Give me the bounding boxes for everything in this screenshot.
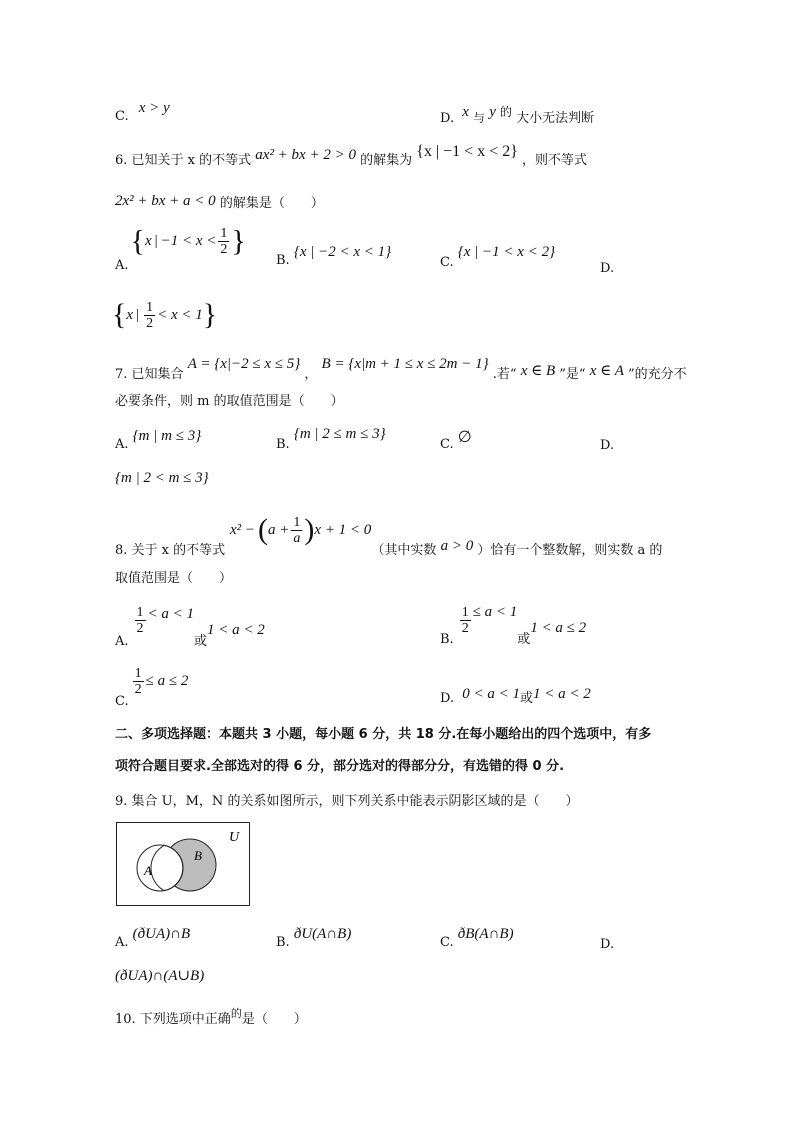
option-label: D.: [600, 438, 615, 453]
stem-math: 2x² + bx + a < 0: [115, 193, 216, 209]
q9-option-d[interactable]: [600, 937, 614, 953]
option-math: ∅: [457, 429, 472, 446]
option-text: 与: [473, 111, 486, 125]
denominator: 2: [136, 620, 144, 636]
venn-diagram: [116, 822, 250, 906]
option-label: C.: [440, 935, 454, 950]
q8-option-d[interactable]: [440, 686, 591, 707]
stem-math: A = {x|−2 ≤ x ≤ 5}: [187, 356, 301, 372]
denominator: 2: [134, 681, 142, 697]
brace-close: }: [202, 298, 218, 331]
option-math: −1 < x <: [160, 232, 217, 249]
stem-math: B = {x|m + 1 ≤ x ≤ 2m − 1}: [321, 356, 489, 372]
option-math: {m | m ≤ 3}: [132, 428, 202, 444]
stem-text: ，: [304, 367, 318, 382]
option-label: B.: [276, 253, 290, 268]
q9-option-d-content: [115, 968, 204, 985]
denominator: 2: [220, 241, 228, 257]
option-label: C.: [115, 694, 129, 709]
q6-option-d[interactable]: [600, 261, 614, 277]
stem-text: 必要条件，则 m 的取值范围是（ ）: [115, 394, 344, 409]
stem-text: 是（ ）: [241, 1012, 307, 1027]
option-math: < x < 1: [157, 307, 203, 323]
q9-stem: 9. 集合 U，M，N 的关系如图所示，则下列关系中能表示阴影区域的是（ ）: [115, 794, 579, 809]
option-math: 0 < a < 1: [462, 686, 520, 702]
option-math: x > y: [138, 100, 170, 116]
brace-open: {: [130, 224, 145, 257]
option-label: C.: [440, 255, 454, 270]
option-text: 的: [500, 105, 513, 119]
option-text: 或: [194, 634, 208, 649]
option-math: y: [489, 104, 496, 120]
stem-text: ”是“: [559, 367, 586, 382]
option-label: D.: [440, 111, 455, 126]
fraction: [144, 300, 155, 331]
q7-option-b[interactable]: [276, 426, 386, 453]
stem-text: 6. 已知关于 x 的不等式: [115, 153, 252, 168]
brace-close: }: [231, 224, 246, 257]
stem-text: 取值范围是（ ）: [115, 571, 233, 586]
option-math: 1 < a ≤ 2: [530, 620, 587, 636]
option-math: < a < 1: [147, 606, 195, 622]
option-math: {x | −2 < x < 1}: [293, 244, 392, 260]
option-math: (ðUA)∩B: [132, 926, 191, 942]
option-math: {m | 2 < m ≤ 3}: [115, 470, 209, 486]
bar: |: [154, 232, 158, 249]
stem-text: （其中实数: [371, 543, 437, 558]
q7-option-a[interactable]: [115, 428, 202, 453]
option-math: x: [462, 104, 469, 120]
fraction: [460, 605, 471, 636]
stem-text: ，则不等式: [522, 153, 588, 168]
option-label: A.: [115, 634, 129, 649]
option-label: A.: [115, 437, 129, 452]
stem-text: 的: [230, 1007, 242, 1020]
venn-label-b: B: [194, 848, 202, 863]
q7-option-d[interactable]: [600, 438, 614, 454]
stem-text: .若“: [492, 367, 517, 382]
option-label: C.: [440, 437, 454, 452]
q9-option-a[interactable]: [115, 926, 191, 951]
option-math: 1 < a < 2: [207, 622, 265, 638]
option-math: x: [144, 232, 152, 249]
q6-stem-line1: [115, 143, 588, 169]
option-math: ðU(A∩B): [293, 926, 352, 942]
option-label: A.: [115, 935, 129, 950]
q8-option-a[interactable]: [115, 606, 265, 650]
numerator: 1: [461, 604, 469, 620]
q6-stem-line2: [115, 195, 324, 212]
stem-math: a > 0: [440, 538, 474, 554]
stem-math: ax² + bx + 2 > 0: [255, 147, 356, 163]
stem-text: 的解集为: [360, 153, 413, 168]
q8-stem-line2: [115, 571, 232, 587]
stem-text: 的解集是（ ）: [219, 196, 324, 211]
numerator: 1: [136, 604, 144, 620]
section-2-heading-line1: 二、多项选择题：本题共 3 小题，每小题 6 分，共 18 分.在每小题给出的四个选项中，有多: [115, 727, 652, 742]
q10-stem: [115, 1007, 307, 1028]
q5-option-c[interactable]: [115, 100, 170, 125]
q6-option-b[interactable]: [276, 244, 392, 269]
stem-text: ）恰有一个整数解，则实数 a 的: [477, 543, 663, 558]
paren-open: (: [258, 513, 269, 546]
bar: |: [136, 307, 140, 323]
paren-close: ): [304, 513, 315, 546]
option-math: 1 < a < 2: [533, 686, 591, 702]
option-math: {m | 2 ≤ m ≤ 3}: [293, 426, 386, 442]
stem-math: x + 1 < 0: [314, 522, 372, 538]
stem-text: 10. 下列选项中正确: [115, 1012, 231, 1027]
q7-option-c[interactable]: [440, 429, 472, 453]
q7-stem-line1: [115, 356, 687, 383]
option-text: 或: [519, 691, 533, 706]
q8-option-b[interactable]: [440, 604, 586, 648]
option-math: ≤ a ≤ 2: [145, 673, 189, 689]
venn-label-u: U: [229, 830, 240, 845]
fraction: [291, 515, 302, 546]
option-label: D.: [600, 261, 615, 276]
denominator: 2: [146, 315, 154, 331]
option-label: A.: [115, 258, 129, 273]
q7-stem-line2: [115, 394, 344, 410]
option-math: ðB(A∩B): [457, 926, 514, 942]
fraction: [135, 605, 146, 636]
option-text: 大小无法判断: [516, 111, 595, 126]
stem-text: ”的充分不: [628, 367, 687, 382]
q6-option-d-content: [112, 292, 217, 338]
q8-option-c[interactable]: [115, 664, 188, 710]
venn-label-a: A: [144, 863, 152, 878]
numerator: 1: [220, 225, 228, 241]
stem-math: x² −: [230, 522, 256, 538]
q6-option-a[interactable]: [115, 224, 246, 274]
numerator: 1: [134, 665, 142, 681]
stem-math: x ∈ B: [520, 363, 556, 379]
option-label: D.: [440, 691, 455, 706]
denominator: a: [293, 530, 301, 546]
q7-option-d-content: [115, 470, 209, 487]
q9-option-c[interactable]: [440, 926, 514, 951]
numerator: 1: [293, 514, 301, 530]
fraction: [133, 666, 144, 697]
option-label: B.: [276, 437, 290, 452]
denominator: 2: [461, 620, 469, 636]
numerator: 1: [146, 299, 154, 315]
q8-stem-line1: [115, 538, 663, 559]
option-math: {x | −1 < x < 2}: [457, 244, 556, 260]
stem-math: a +: [268, 522, 290, 538]
option-text: 或: [517, 632, 531, 647]
option-math: x: [126, 307, 134, 323]
stem-text: 7. 已知集合: [115, 367, 184, 382]
q6-option-c[interactable]: [440, 244, 556, 271]
option-math: ≤ a < 1: [472, 604, 518, 620]
q5-option-d[interactable]: [440, 104, 595, 127]
stem-text: 8. 关于 x 的不等式: [115, 543, 226, 558]
option-math: (ðUA)∩(A∪B): [115, 968, 205, 984]
section-2-heading-line2: 项符合题目要求.全部选对的得 6 分，部分选对的得部分分，有选错的得 0 分.: [115, 759, 565, 774]
option-label: B.: [440, 632, 454, 647]
stem-math: x ∈ A: [589, 363, 624, 379]
fraction: [218, 226, 229, 257]
option-label: D.: [600, 937, 615, 952]
brace-open: {: [112, 298, 127, 331]
option-label: B.: [276, 935, 290, 950]
option-label: C.: [115, 109, 129, 124]
q9-option-b[interactable]: [276, 926, 352, 951]
stem-math: {x | −1 < x < 2}: [416, 143, 518, 160]
